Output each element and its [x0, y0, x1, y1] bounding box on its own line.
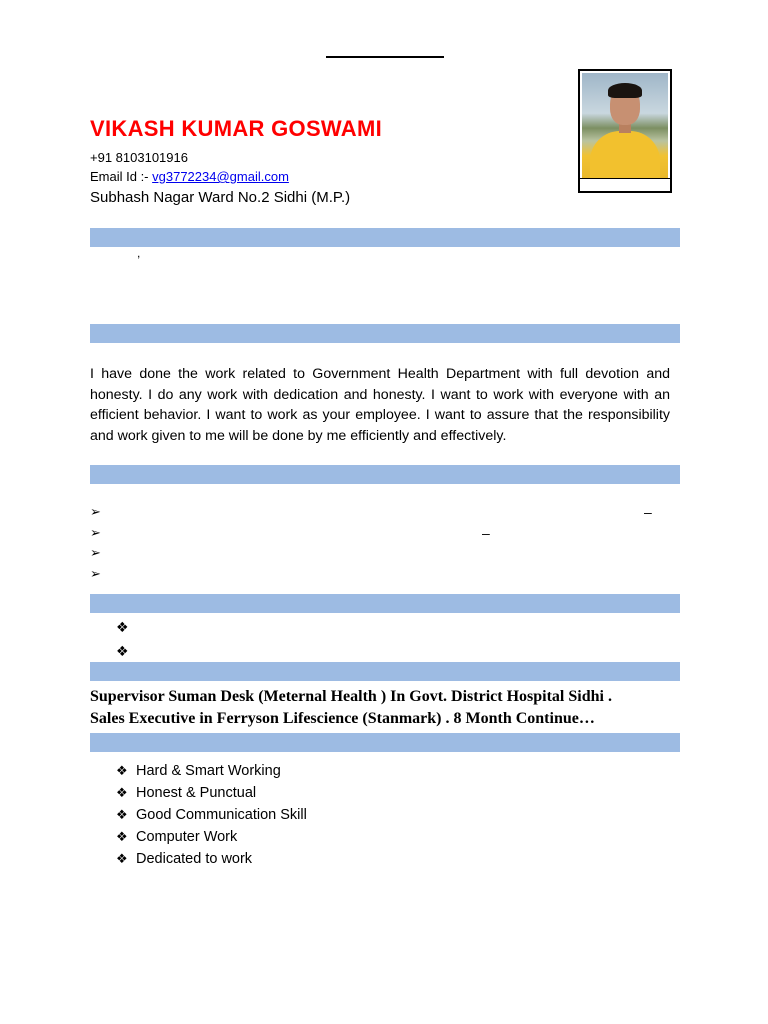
email-line [90, 169, 289, 184]
diamond-bullet-icon: ❖ [116, 619, 129, 635]
email-link[interactable]: vg3772234@gmail.com [152, 169, 289, 184]
diamond-list [116, 616, 129, 664]
diamond-bullet-icon: ❖ [116, 763, 128, 778]
list-item [90, 502, 680, 523]
list-item [116, 782, 307, 804]
skill-label: Dedicated to work [136, 851, 253, 867]
section-band-computer [90, 594, 680, 613]
phone-number: +91 8103101916 [90, 150, 188, 165]
list-item [116, 826, 307, 848]
list-item [90, 543, 680, 564]
dash: – [482, 524, 490, 541]
diamond-bullet-icon: ❖ [116, 807, 128, 822]
arrow-bullet-icon: ➢ [90, 524, 101, 540]
diamond-bullet-icon: ❖ [116, 851, 128, 866]
dash: – [644, 504, 652, 520]
section-band-career [90, 228, 680, 247]
email-label: Email Id :- [90, 169, 153, 184]
diamond-bullet-icon: ❖ [116, 829, 128, 844]
experience-line: Sales Executive in Ferryson Lifescience (Stanmark) . 8 Month Continue… [90, 710, 595, 727]
candidate-name: VIKASH KUMAR GOSWAMI [90, 116, 382, 141]
list-item [116, 804, 307, 826]
qualification-list [90, 502, 680, 584]
section-band-skills [90, 733, 680, 752]
photo-caption-box [580, 178, 670, 191]
top-rule [326, 56, 444, 58]
skill-label: Computer Work [136, 829, 238, 845]
profile-photo [582, 73, 668, 179]
list-item [90, 564, 680, 585]
diamond-bullet-icon: ❖ [116, 785, 128, 800]
arrow-bullet-icon: ➢ [90, 545, 101, 560]
arrow-bullet-icon: ➢ [90, 504, 101, 519]
skills-list [116, 760, 307, 870]
objective-paragraph: I have done the work related to Government Health Department with full devotion and honesty. I do any work with dedication and honesty. I want to work with everyone with an efficient behavior. I want to work as your employee. I want to assure that the responsibility and work given to me will be done by me efficiently and effectively. [90, 366, 670, 444]
experience-block [90, 686, 612, 730]
career-text: , [137, 246, 141, 260]
list-item [90, 523, 680, 544]
diamond-bullet-icon: ❖ [116, 643, 129, 659]
section-band-experience [90, 662, 680, 681]
skill-label: Good Communication Skill [136, 807, 307, 823]
list-item [116, 640, 129, 664]
skill-label: Honest & Punctual [136, 785, 257, 801]
profile-photo-frame [578, 69, 672, 193]
address: Subhash Nagar Ward No.2 Sidhi (M.P.) [90, 189, 351, 206]
section-band-qualification [90, 465, 680, 484]
arrow-bullet-icon: ➢ [90, 565, 101, 581]
skill-label: Hard & Smart Working [136, 763, 281, 779]
list-item [116, 760, 307, 782]
list-item [116, 848, 307, 870]
section-band-objective [90, 324, 680, 343]
experience-line: Supervisor Suman Desk (Meternal Health ) In Govt. District Hospital Sidhi . [90, 688, 612, 705]
list-item [116, 616, 129, 640]
